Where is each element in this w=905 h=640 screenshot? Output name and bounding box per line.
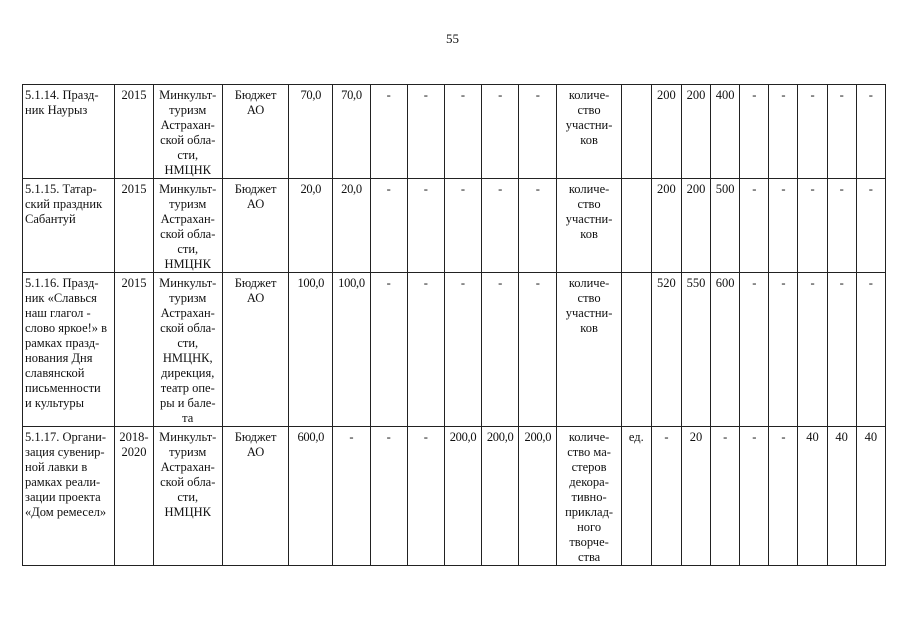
unit-cell (621, 273, 651, 427)
funding-amount-cell: 100,0 (289, 273, 333, 427)
executor-cell: Минкульт- туризм Астрахан- ской обла- сти, НМЦНК (153, 85, 222, 179)
indicator-value-cell: 20 (681, 427, 710, 566)
funding-amount-cell: 200,0 (519, 427, 557, 566)
indicator-value-cell: - (740, 85, 769, 179)
funding-amount-cell: 20,0 (333, 179, 370, 273)
funding-amount-cell: - (444, 179, 481, 273)
funding-amount-cell: 600,0 (289, 427, 333, 566)
period-cell: 2015 (115, 85, 153, 179)
funding-source-cell: Бюджет АО (222, 179, 288, 273)
funding-amount-cell: - (482, 85, 519, 179)
funding-amount-cell: - (333, 427, 370, 566)
indicator-value-cell: - (798, 273, 827, 427)
indicator-value-cell: 600 (711, 273, 740, 427)
page-number: 55 (446, 31, 459, 46)
funding-amount-cell: - (407, 85, 444, 179)
funding-amount-cell: - (407, 179, 444, 273)
funding-source-cell: Бюджет АО (222, 427, 288, 566)
indicator-value-cell: - (769, 85, 798, 179)
indicator-value-cell: - (856, 179, 885, 273)
measure-name-cell: 5.1.15. Татар- ский праздник Сабантуй (23, 179, 115, 273)
funding-amount-cell: 20,0 (289, 179, 333, 273)
table-row (23, 179, 886, 273)
table-row (23, 85, 886, 179)
indicator-value-cell: - (769, 273, 798, 427)
indicator-value-cell: 40 (856, 427, 885, 566)
indicator-value-cell: - (740, 427, 769, 566)
indicator-value-cell: - (651, 427, 681, 566)
funding-amount-cell: - (444, 85, 481, 179)
funding-amount-cell: 100,0 (333, 273, 370, 427)
indicator-value-cell: - (740, 179, 769, 273)
indicator-value-cell: - (856, 85, 885, 179)
funding-amount-cell: - (519, 179, 557, 273)
indicator-value-cell: - (769, 427, 798, 566)
executor-cell: Минкульт- туризм Астрахан- ской обла- сти, НМЦНК, дирекция, театр опе- ры и бале- та (153, 273, 222, 427)
indicator-value-cell: - (827, 179, 856, 273)
indicator-value-cell: 500 (711, 179, 740, 273)
table-row (23, 427, 886, 566)
funding-amount-cell: 70,0 (289, 85, 333, 179)
indicator-value-cell: 40 (827, 427, 856, 566)
funding-amount-cell: - (370, 273, 407, 427)
table-row (23, 273, 886, 427)
measure-name-cell: 5.1.16. Празд- ник «Славься наш глагол - слово яркое!» в рамках празд- нования Дня славянской письменности и культуры (23, 273, 115, 427)
funding-amount-cell: - (370, 427, 407, 566)
indicator-cell: количе- ство ма- стеров декора- тивно- приклад- ного творче- ства (557, 427, 621, 566)
indicator-value-cell: - (827, 273, 856, 427)
executor-cell: Минкульт- туризм Астрахан- ской обла- сти, НМЦНК (153, 179, 222, 273)
funding-amount-cell: - (370, 85, 407, 179)
indicator-value-cell: 550 (681, 273, 710, 427)
indicator-value-cell: - (827, 85, 856, 179)
indicator-value-cell: - (798, 179, 827, 273)
indicator-value-cell: 400 (711, 85, 740, 179)
indicator-value-cell: 200 (651, 179, 681, 273)
indicator-value-cell: 200 (681, 85, 710, 179)
measure-name-cell: 5.1.17. Органи- зация сувенир- ной лавки в рамках реали- зации проекта «Дом ремесел» (23, 427, 115, 566)
funding-amount-cell: 200,0 (444, 427, 481, 566)
indicator-cell: количе- ство участни- ков (557, 85, 621, 179)
program-measures-table (22, 84, 886, 566)
indicator-cell: количе- ство участни- ков (557, 179, 621, 273)
indicator-value-cell: 200 (651, 85, 681, 179)
indicator-value-cell: - (856, 273, 885, 427)
indicator-value-cell: 200 (681, 179, 710, 273)
unit-cell (621, 179, 651, 273)
funding-amount-cell: - (444, 273, 481, 427)
indicator-value-cell: 520 (651, 273, 681, 427)
unit-cell (621, 85, 651, 179)
funding-amount-cell: 70,0 (333, 85, 370, 179)
unit-cell: ед. (621, 427, 651, 566)
measure-name-cell: 5.1.14. Празд- ник Наурыз (23, 85, 115, 179)
indicator-cell: количе- ство участни- ков (557, 273, 621, 427)
funding-amount-cell: - (482, 273, 519, 427)
period-cell: 2015 (115, 273, 153, 427)
funding-amount-cell: - (519, 273, 557, 427)
funding-source-cell: Бюджет АО (222, 85, 288, 179)
executor-cell: Минкульт- туризм Астрахан- ской обла- сти, НМЦНК (153, 427, 222, 566)
funding-amount-cell: - (407, 427, 444, 566)
funding-amount-cell: - (370, 179, 407, 273)
funding-amount-cell: 200,0 (482, 427, 519, 566)
funding-source-cell: Бюджет АО (222, 273, 288, 427)
indicator-value-cell: - (740, 273, 769, 427)
funding-amount-cell: - (482, 179, 519, 273)
indicator-value-cell: - (798, 85, 827, 179)
period-cell: 2015 (115, 179, 153, 273)
funding-amount-cell: - (407, 273, 444, 427)
indicator-value-cell: - (769, 179, 798, 273)
funding-amount-cell: - (519, 85, 557, 179)
indicator-value-cell: - (711, 427, 740, 566)
period-cell: 2018- 2020 (115, 427, 153, 566)
indicator-value-cell: 40 (798, 427, 827, 566)
